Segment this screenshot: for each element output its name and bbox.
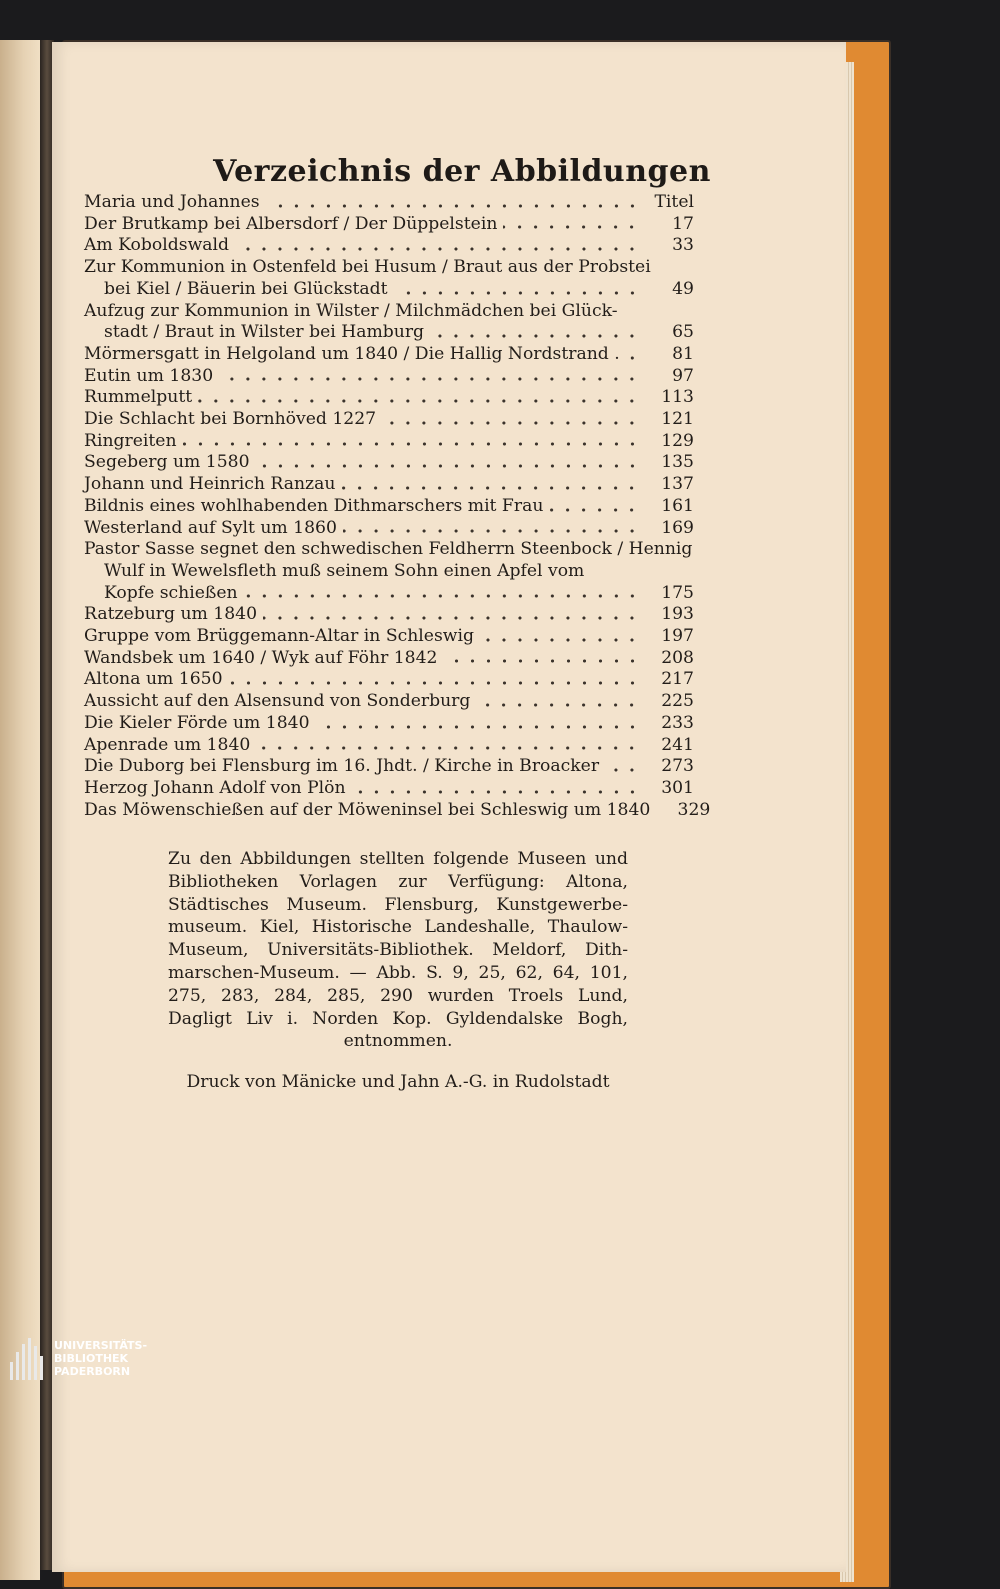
toc-entry-line xyxy=(84,626,694,648)
leader-dots xyxy=(626,355,640,361)
sources-line: Dagligt Liv i. Norden Kop. Gyldendalske Bogh, xyxy=(168,1008,628,1029)
leader-dots xyxy=(198,398,640,404)
toc-entry-line xyxy=(84,279,694,301)
toc-page-number: 129 xyxy=(661,430,694,451)
sources-line: Städtisches Museum. Flensburg, Kunstgewerbe- xyxy=(168,894,628,915)
toc-entry-text: stadt / Braut in Wilster bei Hamburg xyxy=(104,322,425,343)
toc-page-number: 81 xyxy=(672,343,694,364)
leader-dots xyxy=(394,290,640,296)
toc-page-number: 329 xyxy=(677,799,711,820)
toc-entry-text: Bildnis eines wohlhabenden Dithmarschers mit Frau xyxy=(84,495,544,516)
toc-entry-text: Johann und Heinrich Ranzau xyxy=(84,474,336,495)
toc-page-number: 113 xyxy=(661,387,694,408)
toc-entry-line xyxy=(84,366,694,388)
toc-entry-line xyxy=(84,431,694,453)
leader-dots xyxy=(503,224,640,230)
toc-entry-text: Altona um 1650 xyxy=(84,669,223,690)
toc-entry-text: Mörmersgatt in Helgoland um 1840 / Die Hallig Nordstrand . xyxy=(84,343,620,364)
toc-entry-line xyxy=(84,799,711,822)
book-page xyxy=(52,42,846,1572)
leader-dots xyxy=(219,376,640,382)
leader-dots xyxy=(430,333,640,339)
toc-page-number: 175 xyxy=(661,582,694,603)
leader-dots xyxy=(244,593,640,599)
leader-dots xyxy=(235,246,640,252)
toc-entry-line xyxy=(84,735,694,757)
toc-entry-text: Ratzeburg um 1840 xyxy=(84,604,258,625)
toc-entry-line xyxy=(84,301,694,323)
toc-entry-line xyxy=(84,344,694,366)
toc-entry-text: Aufzug zur Kommunion in Wilster / Milchmädchen bei Glück- xyxy=(84,300,618,321)
toc-entry-text: Die Duborg bei Flensburg im 16. Jhdt. / Kirche in Broacker xyxy=(84,756,600,777)
toc-entry-text: Die Schlacht bei Bornhöved 1227 xyxy=(84,409,377,430)
toc-page-number: 233 xyxy=(661,712,694,733)
logo-line-2: BIBLIOTHEK xyxy=(54,1352,129,1365)
toc-page-number: 208 xyxy=(661,647,694,668)
sources-line: Museum, Universitäts-Bibliothek. Meldorf, Dith- xyxy=(168,940,628,961)
toc-page-number: 241 xyxy=(661,734,694,755)
toc-entry-text: Segeberg um 1580 xyxy=(84,452,250,473)
leader-dots xyxy=(316,724,640,730)
toc-page-number: 169 xyxy=(661,517,694,538)
toc-entry-text: Zur Kommunion in Ostenfeld bei Husum / Braut aus der Probstei xyxy=(84,257,651,278)
leader-dots xyxy=(341,485,640,491)
logo-line-1: UNIVERSITÄTS- xyxy=(54,1339,148,1352)
toc-entry-line xyxy=(84,474,694,496)
library-logo xyxy=(0,1334,160,1384)
printer-imprint: Druck von Mänicke und Jahn A.-G. in Rudolstadt xyxy=(186,1072,610,1092)
toc-entry-line xyxy=(84,539,694,561)
toc-entry-line xyxy=(84,322,694,344)
toc-entry-line xyxy=(84,235,694,257)
toc-entry-text: bei Kiel / Bäuerin bei Glückstadt xyxy=(104,278,388,299)
leader-dots xyxy=(229,680,640,686)
toc-entry-text: Aussicht auf den Alsensund von Sonderburg xyxy=(84,691,471,712)
toc-entry-text: Gruppe vom Brüggemann-Altar in Schleswig xyxy=(84,626,475,647)
toc-entry-line xyxy=(84,648,694,670)
toc-entry-line xyxy=(84,452,694,474)
sources-line: Bibliotheken Vorlagen zur Verfügung: Altona, xyxy=(168,871,628,892)
toc-entry-text: Rummelputt xyxy=(84,387,193,408)
toc-page-number: 17 xyxy=(672,213,694,234)
toc-entry-text: Eutin um 1830 xyxy=(84,365,214,386)
library-logo-text xyxy=(54,1339,147,1378)
leader-dots xyxy=(382,420,640,426)
toc-page-number: 65 xyxy=(672,322,694,343)
toc-entry-text: Pastor Sasse segnet den schwedischen Feldherrn Steenbock / Hennig xyxy=(84,539,693,560)
toc-entry-line xyxy=(84,778,694,800)
leader-dots xyxy=(256,463,640,469)
toc-entry-text: Maria und Johannes xyxy=(84,192,260,212)
toc-page-number: 137 xyxy=(661,474,694,495)
toc-entry-line xyxy=(84,669,694,691)
toc-entry-text: Der Brutkamp bei Albersdorf / Der Düppelstein xyxy=(84,213,498,234)
toc-page-number: 49 xyxy=(672,278,694,299)
toc-page-number: 225 xyxy=(661,691,694,712)
toc-page-number: 97 xyxy=(672,365,694,386)
logo-line-3: PADERBORN xyxy=(54,1365,131,1378)
toc-entry-text: Die Kieler Förde um 1840 xyxy=(84,712,310,733)
toc-entry-line xyxy=(84,496,694,518)
toc-page-number: 301 xyxy=(661,777,694,798)
toc-entry-line xyxy=(84,691,694,713)
sources-line: 275, 283, 284, 285, 290 wurden Troels Lund, xyxy=(168,985,628,1006)
toc-entry-line xyxy=(84,561,694,583)
toc-page-number: 273 xyxy=(661,756,694,777)
toc-page-number: 121 xyxy=(661,409,694,430)
leader-dots xyxy=(263,615,640,621)
toc-page-number: 197 xyxy=(661,626,694,647)
sources-note xyxy=(168,848,628,1053)
library-logo-icon xyxy=(10,1338,48,1380)
toc-entry-text: Kopfe schießen xyxy=(104,582,238,603)
leader-dots xyxy=(444,658,641,664)
leader-dots xyxy=(480,637,640,643)
toc-entry-line xyxy=(84,192,694,214)
toc-entry-text: Westerland auf Sylt um 1860 xyxy=(84,517,337,538)
sources-line: entnommen. xyxy=(343,1031,453,1052)
toc-entry-text: Apenrade um 1840 xyxy=(84,734,251,755)
leader-dots xyxy=(549,507,640,513)
leader-dots xyxy=(183,441,640,447)
sources-line: Zu den Abbildungen stellten folgende Museen und xyxy=(168,849,628,869)
toc-page-number: 193 xyxy=(661,604,694,625)
toc-page-number: 217 xyxy=(661,669,694,690)
toc-entry-line xyxy=(84,604,694,626)
toc-entry-line xyxy=(84,214,694,236)
leader-dots xyxy=(266,203,640,209)
toc-entry-text: Wulf in Wewelsfleth muß seinem Sohn einen Apfel vom xyxy=(104,560,585,581)
sources-line: marschen-Museum. — Abb. S. 9, 25, 62, 64, 101, xyxy=(168,962,628,983)
sources-line: museum. Kiel, Historische Landeshalle, Thaulow- xyxy=(168,917,628,938)
toc-entry-line xyxy=(84,583,694,605)
leader-dots xyxy=(343,528,640,534)
toc-page-number: 33 xyxy=(672,235,694,256)
table-of-illustrations xyxy=(84,192,711,821)
toc-entry-text: Am Koboldswald xyxy=(84,235,230,256)
toc-entry-line xyxy=(84,713,694,735)
toc-entry-text: Herzog Johann Adolf von Plön xyxy=(84,777,346,798)
toc-entry-text: Ringreiten xyxy=(84,430,177,451)
toc-entry-line xyxy=(84,409,694,431)
leader-dots xyxy=(476,702,640,708)
toc-entry-line xyxy=(84,387,694,409)
toc-entry-line xyxy=(84,257,694,279)
toc-entry-line xyxy=(84,756,694,778)
leader-dots xyxy=(605,767,640,773)
toc-page-number: Titel xyxy=(654,192,694,212)
toc-entry-text: Wandsbek um 1640 / Wyk auf Föhr 1842 xyxy=(84,647,438,668)
toc-entry-line xyxy=(84,518,694,540)
toc-entry-text: Das Möwenschießen auf der Möweninsel bei Schleswig um 1840 xyxy=(84,799,651,820)
leader-dots xyxy=(256,745,640,751)
page-title: Verzeichnis der Abbildungen xyxy=(213,154,711,189)
toc-page-number: 161 xyxy=(661,495,694,516)
toc-page-number: 135 xyxy=(661,452,694,473)
leader-dots xyxy=(352,789,640,795)
